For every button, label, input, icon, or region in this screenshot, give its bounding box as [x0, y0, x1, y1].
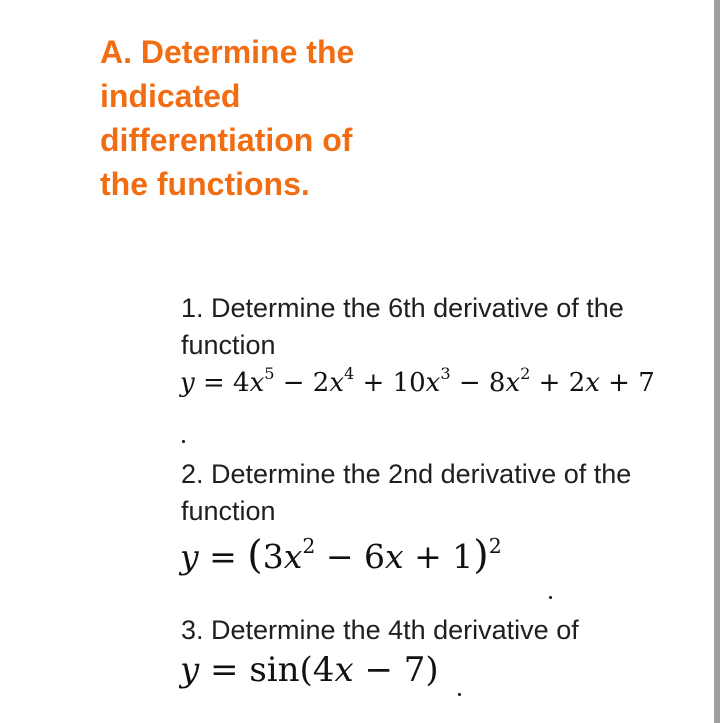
- question-2-period: [549, 596, 552, 599]
- question-2-prompt: 2. Determine the 2nd derivative of the function: [181, 459, 632, 526]
- question-3-period: [458, 693, 461, 696]
- question-1-prompt: 1. Determine the 6th derivative of the function: [181, 293, 624, 360]
- question-3-formula: y = sin(4x − 7): [180, 650, 439, 690]
- section-heading: A. Determine the indicated differentiation of the functions.: [100, 34, 355, 202]
- question-2-formula: $y = (3x^2 - 6x + 1)^2$: [180, 532, 502, 578]
- question-1-period: [182, 440, 185, 443]
- scrollbar[interactable]: [714, 0, 720, 723]
- question-1-formula: $y = 4x^5 - 2x^4 + 10x^3 - 8x^2 + 2x + 7$: [180, 363, 655, 398]
- question-3-prompt: 3. Determine the 4th derivative of: [181, 615, 579, 645]
